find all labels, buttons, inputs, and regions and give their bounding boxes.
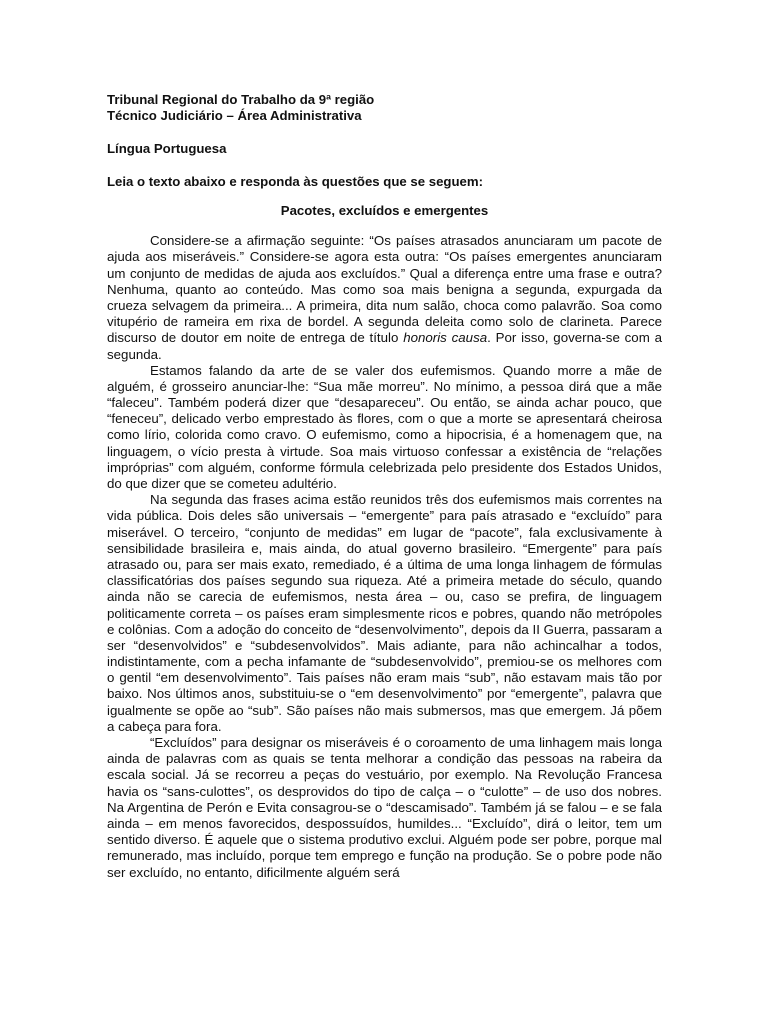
document-body <box>107 92 662 881</box>
paragraph-2: Estamos falando da arte de se valer dos eufemismos. Quando morre a mãe de alguém, é grosseiro anunciar-lhe: “Sua mãe morreu”. No mínimo, a pessoa dirá que a mãe “faleceu”. Também poderá dizer que “desapareceu”. Ou então, se ainda achar pouco, que “feneceu”, delicado verbo emprestado às flores, com o que a morte se apresentará cheirosa como lírio, colorida como cravo. O eufemismo, como a hipocrisia, é a homenagem que, na linguagem, o vício presta à virtude. Soa mais virtuoso confessar a existência de “relações impróprias” com alguém, conforme fórmula celebrizada pelo presidente dos Estados Unidos, do que dizer que se cometeu adultério. <box>107 362 662 491</box>
instruction-line: Leia o texto abaixo e responda às questões que se seguem: <box>107 173 483 189</box>
paragraph-4: “Excluídos” para designar os miseráveis é o coroamento de uma linhagem mais longa ainda de palavras com as quais se tenta melhorar a condição das pessoas na rabeira da escala social. Já se recorreu a peças do vestuário, por exemplo. Na Revolução Francesa havia os “sans-culottes”, os desprovidos do tipo de calça – o “culotte” – de uso dos nobres. Na Argentina de Perón e Evita consagrou-se o “descamisado”. Também já se falou – e se fala ainda – em menos favorecidos, despossuídos, humildes... “Excluído”, dirá o leitor, tem um sentido diverso. É aquele que o sistema produtivo exclui. Alguém pode ser pobre, porque mal remunerado, mas incluído, porque tem emprego e função na produção. Se o pobre pode não ser excluído, no entanto, dificilmente alguém será <box>107 735 662 880</box>
paragraph-1-italic: honoris causa <box>403 330 488 346</box>
paragraph-1-part-b: . Por isso, governa-se com a segunda. <box>107 330 662 362</box>
text-title: Pacotes, excluídos e emergentes <box>280 203 489 219</box>
paragraph-1 <box>107 233 662 363</box>
tribunal-heading: Tribunal Regional do Trabalho da 9ª região <box>107 92 375 107</box>
position-heading: Técnico Judiciário – Área Administrativa <box>107 108 362 124</box>
subject-heading: Língua Portuguesa <box>107 141 227 157</box>
paragraph-1-part-a: Considere-se a afirmação seguinte: “Os países atrasados anunciaram um pacote de ajuda aos miseráveis.” Considere-se agora esta outra: “Os países emergentes anunciaram um conjunto de medidas de ajuda aos excluídos.” Qual a diferença entre uma frase e outra? Nenhuma, quanto ao conteúdo. Mas como soa mais benigna a segunda, expurgada da crueza selvagem da primeira... A primeira, dita num salão, choca como palavrão. Soa como vitupério de rameira em rixa de bordel. A segunda deleita como solo de clarineta. Parece discurso de doutor em noite de entrega de título <box>107 233 662 346</box>
paragraph-3: Na segunda das frases acima estão reunidos três dos eufemismos mais correntes na vida pública. Dois deles são universais – “emergente” para país atrasado e “excluído” para miserável. O terceiro, “conjunto de medidas” em lugar de “pacote”, fala exclusivamente à sensibilidade brasileira e, mais ainda, do atual governo brasileiro. “Emergente” para país atrasado ou, para ser mais exato, remediado, é a última de uma longa linhagem de fórmulas classificatórias dos países segundo sua riqueza. Até a primeira metade do século, quando ainda não se carecia de eufemismos, nesta área – ou, caso se prefira, de linguagem politicamente correta – os países eram simplesmente ricos e pobres, quando não metrópoles e colônias. Com a adoção do conceito de “desenvolvimento”, depois da II Guerra, passaram a ser “desenvolvidos” e “subdesenvolvidos”. Mais adiante, para não achincalhar a todos, indistintamente, com a pecha infamante de “subdesenvolvido”, premiou-se os melhores com o gentil “em desenvolvimento”. Tais países não eram mais “sub”, não estavam mais tão por baixo. Nos últimos anos, substituiu-se o “em desenvolvimento” por “emergente”, palavra que igualmente se opõe ao “sub”. São países não mais submersos, mas que emergem. Já põem a cabeça para fora. <box>107 492 662 734</box>
